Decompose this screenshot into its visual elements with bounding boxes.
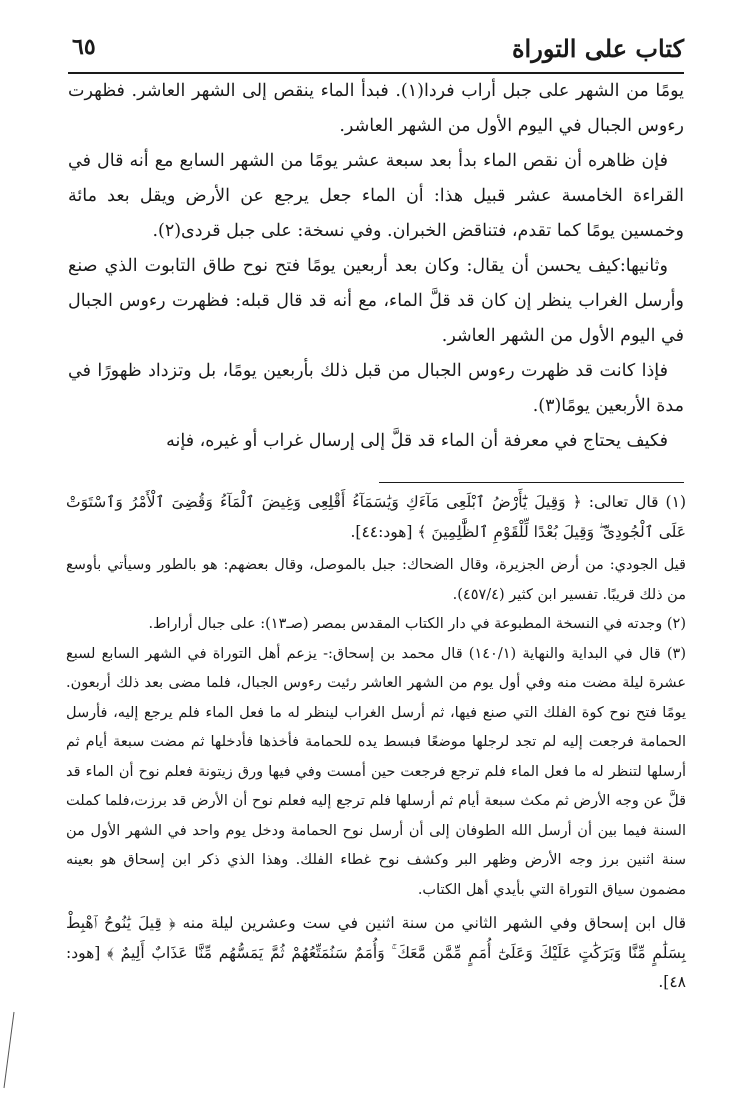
paragraph: وثانيها:كيف يحسن أن يقال: وكان بعد أربعين يومًا فتح نوح طاق التابوت الذي صنع وأرسل الغراب ينظر إن كان قد قلَّ الماء، مع أنه قد قال قبله: فظهرت رءوس الجبال في اليوم الأول من الشهر العاشر. [68, 256, 684, 346]
page-number: ٦٥ [72, 34, 96, 60]
footnote-3-note: قال ابن إسحاق وفي الشهر الثاني من سنة اثنين في ست وعشرين ليلة منه ﴿ قِيلَ يَٰنُوحُ ٱهْبِطْ بِسَلَٰمٍ مِّنَّا وَبَرَكَٰتٍ عَلَيْكَ وَعَلَىٰٓ أُمَمٍ مِّمَّن مَّعَكَ ۚ وَأُمَمٌ سَنُمَتِّعُهُمْ ثُمَّ يَمَسُّهُم مِّنَّا عَذَابٌ أَلِيمٌ ﴾ [هود: ٤٨]. [66, 914, 686, 991]
footnote-separator [379, 482, 684, 483]
footnote-1: (١) قال تعالى: ﴿ وَقِيلَ يَٰٓأَرْضُ ٱبْلَعِى مَآءَكِ وَيَٰسَمَآءُ أَقْلِعِى وَغِيضَ ٱلْمَآءُ وَقُضِىَ ٱلْأَمْرُ وَٱسْتَوَتْ عَلَى ٱلْجُودِىِّ ۖ وَقِيلَ بُعْدًا لِّلْقَوْمِ ٱلظَّٰلِمِينَ ﴾ [هود:٤٤]. [66, 493, 686, 541]
running-header [68, 30, 684, 74]
footnotes [66, 488, 686, 998]
main-text [68, 74, 684, 459]
footnote-2: (٢) وجدته في النسخة المطبوعة في دار الكتاب المقدس بمصر (صـ١٣): على جبال أراراط. [148, 616, 686, 632]
paragraph: يومًا من الشهر على جبل أراب فردا(١). فبدأ الماء ينقص إلى الشهر العاشر. فظهرت رءوس الجبال في اليوم الأول من الشهر العاشر. [68, 81, 685, 136]
footnote-1-note: قيل الجودي: من أرض الجزيرة، وقال الضحاك: جبل بالموصل، وقال بعضهم: هو بالطور وسيأتي بأوسع من ذلك قريبًا. تفسير ابن كثير (٤٥٧/٤). [66, 557, 686, 603]
scan-margin-line [2, 1010, 16, 1090]
book-title: كتاب على التوراة [511, 34, 684, 63]
paragraph: فإذا كانت قد ظهرت رءوس الجبال من قبل ذلك بأربعين يومًا، بل وتزداد ظهورًا في مدة الأربعين يومًا(٣). [68, 361, 684, 416]
footnote-3: (٣) قال في البداية والنهاية (١٤٠/١) قال محمد بن إسحاق:- يزعم أهل التوراة في الشهر السابع لسبع عشرة ليلة مضت منه وفي أول يوم من الشهر العاشر رئيت رءوس الجبال، فلما مضى بعد ذلك أربعون. يومًا فتح نوح كوة الفلك التي صنع فيها، ثم أرسل الغراب لينظر له ما فعل الماء فلم يرجع إليه، فأرسل الحمامة فرجعت إليه لم تجد لرجلها موضعًا فبسط يده للحمامة فأخذها فأدخلها ثم مضت سبعة أيام ثم أرسلها لتنظر له ما فعل الماء فلم ترجع فرجعت حين أمست وفي فيها ورق زيتونة فعلم نوح أن الماء قد قلَّ عن وجه الأرض ثم مكث سبعة أيام ثم أرسلها فلم ترجع إليه فعلم نوح أن الأرض قد برزت،فلما كملت السنة فيما بين أن أرسل الله الطوفان إلى أن أرسل نوح الحمامة ودخل يوم واحد في الشهر الأول من سنة اثنين برز وجه الأرض وظهر البر وكشف نوح غطاء الفلك. وهذا الذي ذكر ابن إسحاق هو بعينه مضمون سياق التوراة التي بأيدي أهل الكتاب. [66, 645, 686, 898]
paragraph: فإن ظاهره أن نقص الماء بدأ بعد سبعة عشر يومًا من الشهر السابع مع أنه قال في القراءة الخامسة عشر قبيل هذا: أن الماء جعل يرجع عن الأرض ويقل بعد مائة وخمسين يومًا كما تقدم، فتناقض الخبران. وفي نسخة: على جبل قردى(٢). [68, 151, 684, 241]
paragraph: فكيف يحتاج في معرفة أن الماء قد قلَّ إلى إرسال غراب أو غيره، فإنه [166, 431, 668, 451]
